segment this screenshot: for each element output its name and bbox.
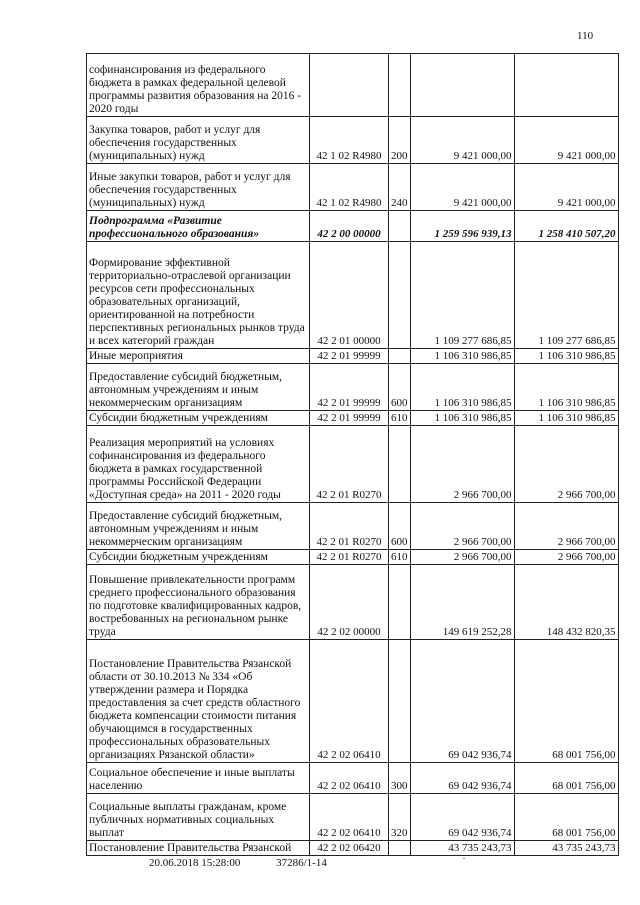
row-csr-cell: 42 2 02 06420 — [310, 841, 389, 856]
row-sum-2018-cell — [410, 54, 514, 117]
row-csr-cell: 42 2 01 R0270 — [310, 503, 389, 550]
row-sum-2019-cell: 1 258 410 507,20 — [514, 211, 618, 242]
row-csr-cell: 42 2 01 99999 — [310, 411, 389, 426]
footer-registration-stamp: 37286/1-14 — [276, 857, 327, 869]
row-name-cell: Социальное обеспечение и иные выплаты населению — [87, 763, 310, 794]
row-sum-2019-cell: 2 966 700,00 — [514, 503, 618, 550]
row-name-cell: Реализация мероприятий на условиях софинансирования из федерального бюджета в рамках государственной программы Российской Федерации «Доступная среда» на 2011 - 2020 годы — [87, 426, 310, 503]
row-name-cell: Иные закупки товаров, работ и услуг для обеспечения государственных (муниципальных) нужд — [87, 164, 310, 211]
table-row — [87, 164, 619, 211]
row-name-cell: Подпрограмма «Развитие профессионального образования» — [87, 211, 310, 242]
row-name-cell: Субсидии бюджетным учреждениям — [87, 411, 310, 426]
row-sum-2018-cell: 9 421 000,00 — [410, 164, 514, 211]
row-vr-cell: 610 — [389, 411, 411, 426]
row-csr-cell: 42 2 02 06410 — [310, 640, 389, 763]
row-vr-cell — [389, 841, 411, 856]
row-sum-2019-cell: 2 966 700,00 — [514, 550, 618, 565]
row-sum-2018-cell: 1 109 277 686,85 — [410, 242, 514, 349]
row-sum-2019-cell: 2 966 700,00 — [514, 426, 618, 503]
row-sum-2018-cell: 2 966 700,00 — [410, 550, 514, 565]
row-sum-2019-cell — [514, 54, 618, 117]
row-sum-2019-cell: 9 421 000,00 — [514, 164, 618, 211]
table-row — [87, 565, 619, 640]
row-sum-2019-cell: 1 106 310 986,85 — [514, 411, 618, 426]
row-name-cell: софинансирования из федерального бюджета в рамках федеральной целевой программы развития образования на 2016 - 2020 годы — [87, 54, 310, 117]
row-sum-2018-cell: 69 042 936,74 — [410, 794, 514, 841]
table-row — [87, 794, 619, 841]
row-sum-2018-cell: 1 106 310 986,85 — [410, 411, 514, 426]
row-sum-2019-cell: 148 432 820,35 — [514, 565, 618, 640]
row-csr-cell — [310, 54, 389, 117]
row-vr-cell — [389, 565, 411, 640]
row-sum-2018-cell: 2 966 700,00 — [410, 426, 514, 503]
row-sum-2019-cell: 68 001 756,00 — [514, 763, 618, 794]
row-sum-2019-cell: 1 106 310 986,85 — [514, 364, 618, 411]
row-csr-cell: 42 2 01 00000 — [310, 242, 389, 349]
row-name-cell: Постановление Правительства Рязанской области от 30.10.2013 № 334 «Об утверждении размера и Порядка предоставления за счет средств областного бюджета компенсации стоимости питания обучающимся в государственных профессиональных образовательных организациях Рязанской области» — [87, 640, 310, 763]
table-row — [87, 242, 619, 349]
row-vr-cell: 600 — [389, 503, 411, 550]
subprogram-row — [87, 211, 619, 242]
row-name-cell: Закупка товаров, работ и услуг для обеспечения государственных (муниципальных) нужд — [87, 117, 310, 164]
table-row — [87, 763, 619, 794]
row-name-cell: Социальные выплаты гражданам, кроме публичных нормативных социальных выплат — [87, 794, 310, 841]
row-csr-cell: 42 2 02 06410 — [310, 794, 389, 841]
budget-table — [86, 53, 619, 856]
table-row — [87, 349, 619, 364]
row-sum-2018-cell: 69 042 936,74 — [410, 640, 514, 763]
document-footer — [149, 857, 327, 869]
row-vr-cell: 200 — [389, 117, 411, 164]
row-sum-2019-cell: 68 001 756,00 — [514, 640, 618, 763]
table-row — [87, 503, 619, 550]
table-row — [87, 411, 619, 426]
row-name-cell: Постановление Правительства Рязанской — [87, 841, 310, 856]
row-sum-2019-cell: 1 106 310 986,85 — [514, 349, 618, 364]
row-sum-2018-cell: 69 042 936,74 — [410, 763, 514, 794]
table-row — [87, 640, 619, 763]
row-vr-cell — [389, 426, 411, 503]
row-sum-2019-cell: 43 735 243,73 — [514, 841, 618, 856]
row-csr-cell: 42 2 02 00000 — [310, 565, 389, 640]
row-sum-2019-cell: 1 109 277 686,85 — [514, 242, 618, 349]
row-vr-cell: 300 — [389, 763, 411, 794]
table-row — [87, 550, 619, 565]
row-sum-2018-cell: 149 619 252,28 — [410, 565, 514, 640]
row-vr-cell: 610 — [389, 550, 411, 565]
table-row — [87, 54, 619, 117]
row-vr-cell: 320 — [389, 794, 411, 841]
page-number: 110 — [577, 30, 594, 42]
row-sum-2019-cell: 68 001 756,00 — [514, 794, 618, 841]
row-name-cell: Субсидии бюджетным учреждениям — [87, 550, 310, 565]
row-name-cell: Формирование эффективной территориально-отраслевой организации ресурсов сети профессиональных образовательных организаций, ориентированной на потребности перспективных региональных рынков труда и всех категорий граждан — [87, 242, 310, 349]
row-sum-2018-cell: 1 106 310 986,85 — [410, 349, 514, 364]
row-csr-cell: 42 2 01 99999 — [310, 349, 389, 364]
row-vr-cell: 600 — [389, 364, 411, 411]
row-name-cell: Предоставление субсидий бюджетным, автономным учреждениям и иным некоммерческим организациям — [87, 364, 310, 411]
row-sum-2018-cell: 1 259 596 939,13 — [410, 211, 514, 242]
row-csr-cell: 42 2 01 R0270 — [310, 550, 389, 565]
table-row — [87, 841, 619, 856]
row-name-cell: Предоставление субсидий бюджетным, автономным учреждениям и иным некоммерческим организациям — [87, 503, 310, 550]
table-row — [87, 426, 619, 503]
row-vr-cell — [389, 211, 411, 242]
row-csr-cell: 42 2 02 06410 — [310, 763, 389, 794]
row-csr-cell: 42 2 01 R0270 — [310, 426, 389, 503]
table-row — [87, 117, 619, 164]
row-csr-cell: 42 1 02 R4980 — [310, 117, 389, 164]
footer-datetime: 20.06.2018 15:28:00 — [149, 857, 241, 869]
scan-speck — [463, 858, 465, 859]
row-sum-2019-cell: 9 421 000,00 — [514, 117, 618, 164]
row-csr-cell: 42 1 02 R4980 — [310, 164, 389, 211]
row-csr-cell: 42 2 00 00000 — [310, 211, 389, 242]
row-sum-2018-cell: 43 735 243,73 — [410, 841, 514, 856]
row-sum-2018-cell: 2 966 700,00 — [410, 503, 514, 550]
table-row — [87, 364, 619, 411]
row-vr-cell — [389, 349, 411, 364]
row-vr-cell — [389, 242, 411, 349]
row-vr-cell: 240 — [389, 164, 411, 211]
row-vr-cell — [389, 54, 411, 117]
row-sum-2018-cell: 1 106 310 986,85 — [410, 364, 514, 411]
row-vr-cell — [389, 640, 411, 763]
row-csr-cell: 42 2 01 99999 — [310, 364, 389, 411]
row-name-cell: Повышение привлекательности программ среднего профессионального образования по подготовке квалифицированных кадров, востребованных на региональном рынке труда — [87, 565, 310, 640]
row-sum-2018-cell: 9 421 000,00 — [410, 117, 514, 164]
row-name-cell: Иные мероприятия — [87, 349, 310, 364]
